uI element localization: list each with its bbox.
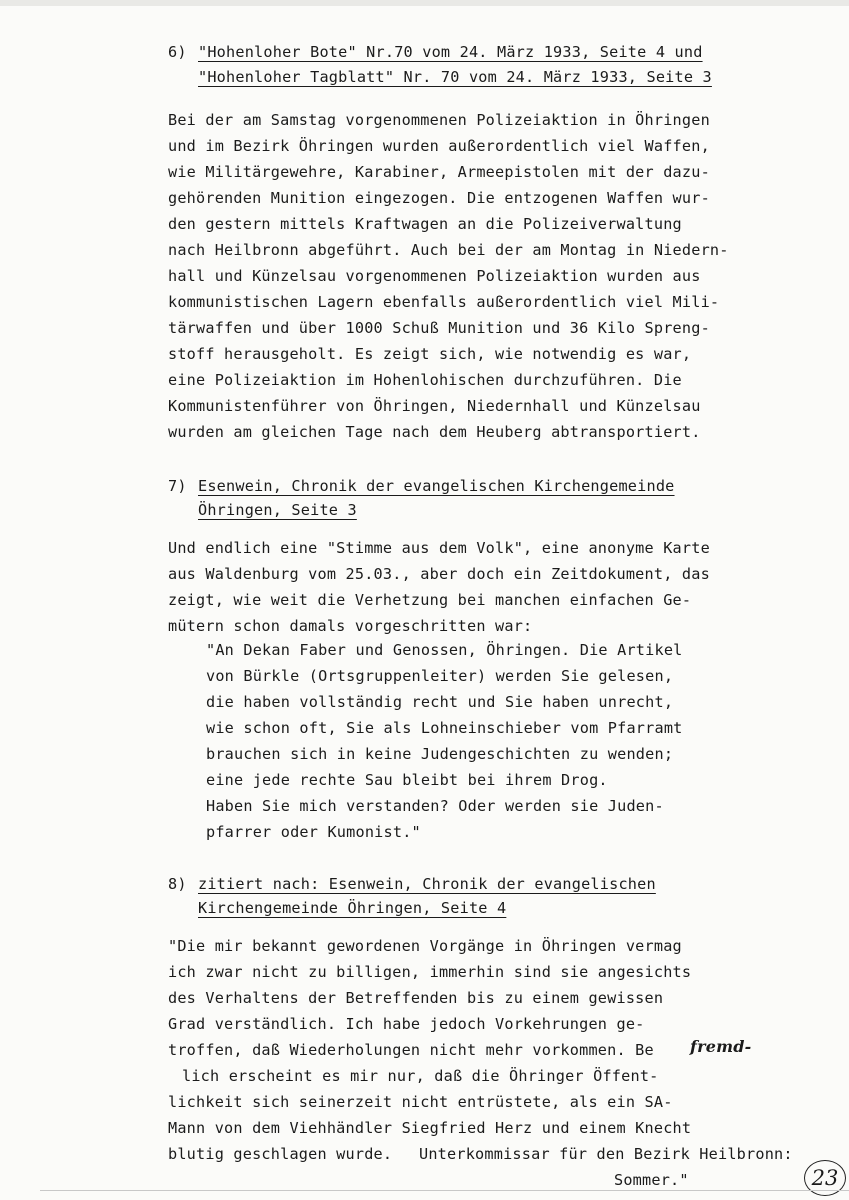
body-line: Mann von dem Viehhändler Siegfried Herz und einem Knecht (168, 1119, 692, 1137)
signature-title: Unterkommissar für den Bezirk Heilbronn: (419, 1145, 793, 1163)
body-line: aus Waldenburg vom 25.03., aber doch ein Zeitdokument, das (168, 565, 710, 583)
body-line: lich erscheint es mir nur, daß die Öhringer Öffent- (182, 1067, 659, 1085)
body-line: den gestern mittels Kraftwagen an die Polizeiverwaltung (168, 215, 682, 233)
body-line: blutig geschlagen wurde. (168, 1145, 393, 1163)
body-line: "Die mir bekannt gewordenen Vorgänge in Öhringen vermag (168, 937, 682, 955)
footnote-number-6: 6) (168, 43, 187, 61)
footnote-7-heading-line-2: Öhringen, Seite 3 (198, 501, 357, 519)
quote-line: von Bürkle (Ortsgruppenleiter) werden Sie gelesen, (206, 667, 674, 685)
body-line: nach Heilbronn abgeführt. Auch bei der am Montag in Niedern- (168, 241, 729, 259)
quote-line: die haben vollständig recht und Sie haben unrecht, (206, 693, 674, 711)
body-line: kommunistischen Lagern ebenfalls außerordentlich viel Mili- (168, 293, 720, 311)
body-line: gehörenden Munition eingezogen. Die entzogenen Waffen wur- (168, 189, 710, 207)
body-line: eine Polizeiaktion im Hohenlohischen durchzuführen. Die (168, 371, 682, 389)
body-line: hall und Künzelsau vorgenommenen Polizeiaktion wurden aus (168, 267, 701, 285)
body-line: tärwaffen und über 1000 Schuß Munition und 36 Kilo Spreng- (168, 319, 710, 337)
handwritten-insert: fremd- (690, 1037, 752, 1056)
quote-line: Haben Sie mich verstanden? Oder werden sie Juden- (206, 797, 664, 815)
quote-line: pfarrer oder Kumonist." (206, 823, 421, 841)
body-line: Bei der am Samstag vorgenommenen Polizeiaktion in Öhringen (168, 111, 710, 129)
quote-line: "An Dekan Faber und Genossen, Öhringen. Die Artikel (206, 641, 683, 659)
body-line: stoff herausgeholt. Es zeigt sich, wie notwendig es war, (168, 345, 692, 363)
body-line: troffen, daß Wiederholungen nicht mehr vorkommen. Be (168, 1041, 654, 1059)
body-line: Grad verständlich. Ich habe jedoch Vorkehrungen ge- (168, 1015, 645, 1033)
body-line: des Verhaltens der Betreffenden bis zu einem gewissen (168, 989, 664, 1007)
scan-edge-mark (0, 0, 849, 6)
body-line: mütern schon damals vorgeschritten war: (168, 617, 533, 635)
body-line: wie Militärgewehre, Karabiner, Armeepistolen mit der dazu- (168, 163, 710, 181)
body-line: Und endlich eine "Stimme aus dem Volk", eine anonyme Karte (168, 539, 710, 557)
footnote-6-heading-line-1: "Hohenloher Bote" Nr.70 vom 24. März 1933, Seite 4 und (198, 43, 703, 61)
body-line: Kommunistenführer von Öhringen, Niedernhall und Künzelsau (168, 397, 701, 415)
footnote-8-heading-line-1: zitiert nach: Esenwein, Chronik der evangelischen (198, 875, 656, 893)
scan-bottom-edge (40, 1190, 849, 1191)
body-line: lichkeit sich seinerzeit nicht entrüstete, als ein SA- (168, 1093, 673, 1111)
footnote-number-7: 7) (168, 477, 187, 495)
quote-line: eine jede rechte Sau bleibt bei ihrem Drog. (206, 771, 608, 789)
body-line: zeigt, wie weit die Verhetzung bei manchen einfachen Ge- (168, 591, 692, 609)
footnote-6-heading-line-2: "Hohenloher Tagblatt" Nr. 70 vom 24. März 1933, Seite 3 (198, 68, 712, 86)
body-line: und im Bezirk Öhringen wurden außerordentlich viel Waffen, (168, 137, 710, 155)
quote-line: brauchen sich in keine Judengeschichten zu wenden; (206, 745, 674, 763)
footnote-7-heading-line-1: Esenwein, Chronik der evangelischen Kirchengemeinde (198, 477, 675, 495)
footnote-8-heading-line-2: Kirchengemeinde Öhringen, Seite 4 (198, 899, 507, 917)
signature-name: Sommer." (614, 1171, 689, 1189)
page-number: 23 (804, 1160, 846, 1196)
quote-line: wie schon oft, Sie als Lohneinschieber vom Pfarramt (206, 719, 683, 737)
footnote-number-8: 8) (168, 875, 187, 893)
body-line: wurden am gleichen Tage nach dem Heuberg abtransportiert. (168, 423, 701, 441)
body-line: ich zwar nicht zu billigen, immerhin sind sie angesichts (168, 963, 692, 981)
